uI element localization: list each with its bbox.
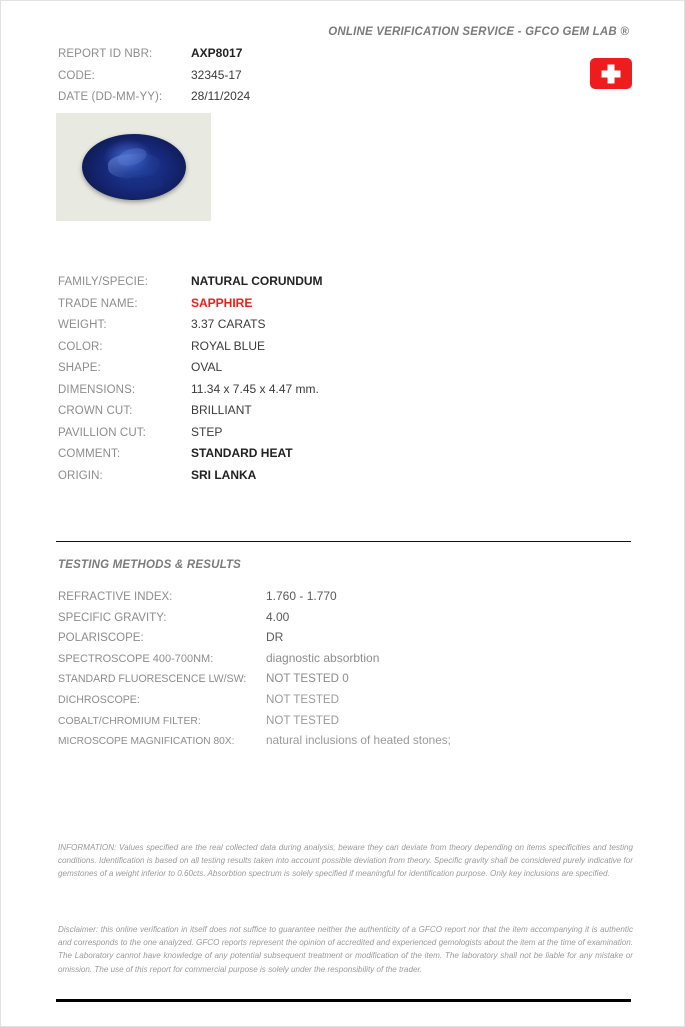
- table-row: [58, 65, 388, 87]
- swiss-flag-icon: [590, 58, 632, 89]
- page-title: ONLINE VERIFICATION SERVICE - GFCO GEM LAB ®: [328, 26, 629, 38]
- table-row: [58, 336, 418, 358]
- table-row: [58, 86, 388, 108]
- table-row: [58, 400, 418, 422]
- comment-label: COMMENT:: [58, 448, 121, 460]
- date-value: 28/11/2024: [191, 89, 251, 103]
- date-label: DATE (DD-MM-YY):: [58, 91, 163, 103]
- refractive-index-value: 1.760 - 1.770: [266, 589, 337, 603]
- disclaimer-note: Disclaimer: this online verification in itself does not suffice to guarantee neither the authenticity of a GFCO report nor that the item accompanying it is authentic and corresponds to the one analyzed. GFCO reports represent the opinion of accredited and experienced gemologists about the item at the time of examination. The Laboratory cannot have knowledge of any potential subsequent treatment or modification of the item. The laboratory shall not be liable for any mistake or omission. The use of this report for commercial purpose is solely under the responsibility of the trader.: [58, 925, 633, 974]
- table-row: [58, 690, 558, 711]
- fluorescence-label: STANDARD FLUORESCENCE LW/SW:: [58, 673, 247, 686]
- table-row: [58, 587, 558, 608]
- footer-divider: [56, 999, 631, 1002]
- family-specie-value: NATURAL CORUNDUM: [191, 274, 323, 288]
- identification-block: [58, 43, 388, 108]
- color-label: COLOR:: [58, 340, 103, 353]
- comment-value: STANDARD HEAT: [191, 446, 293, 460]
- gemstone-oval: [82, 134, 186, 200]
- weight-label: WEIGHT:: [58, 319, 107, 331]
- shape-label: SHAPE:: [58, 362, 101, 374]
- pavillion-cut-value: STEP: [191, 424, 223, 439]
- section-divider: [56, 541, 631, 542]
- origin-value: SRI LANKA: [191, 467, 257, 482]
- microscope-magnification-value: natural inclusions of heated stones;: [266, 733, 451, 748]
- table-row: [58, 293, 418, 315]
- specific-gravity-value: 4.00: [266, 609, 290, 624]
- polariscope-value: DR: [266, 630, 284, 645]
- gemstone-photo: [56, 113, 211, 221]
- dichroscope-label: DICHROSCOPE:: [58, 693, 140, 706]
- report-id-value: AXP8017: [191, 46, 243, 60]
- trade-name-label: TRADE NAME:: [58, 297, 138, 310]
- information-note: INFORMATION: Values specified are the real collected data during analysis, beware they can deviate from theory depending on items specificities and testing conditions. Identification is based on all testing results taken into account possible deviation from theory. Specific gravity shall be considered purely indicative for gemstones of a weight inferior to 0.60cts. Absorbtion spectrum is solely specified if meaningful for identification purpose. Only key inclusions are specified.: [58, 843, 633, 879]
- cobalt-chromium-filter-label: COBALT/CHROMIUM FILTER:: [58, 715, 201, 727]
- testing-results-table: [58, 587, 558, 752]
- report-id-label: REPORT ID NBR:: [58, 48, 153, 60]
- refractive-index-label: REFRACTIVE INDEX:: [58, 591, 173, 603]
- table-row: [58, 649, 558, 670]
- crown-cut-label: CROWN CUT:: [58, 405, 133, 417]
- origin-label: ORIGIN:: [58, 469, 103, 482]
- spectroscope-value: diagnostic absorbtion: [266, 650, 380, 665]
- table-row: [58, 43, 388, 65]
- table-row: [58, 271, 418, 293]
- dimensions-label: DIMENSIONS:: [58, 383, 136, 396]
- table-row: [58, 422, 418, 444]
- code-label: CODE:: [58, 69, 95, 82]
- specific-gravity-label: SPECIFIC GRAVITY:: [58, 611, 167, 624]
- table-row: [58, 443, 418, 465]
- pavillion-cut-label: PAVILLION CUT:: [58, 426, 146, 439]
- properties-table: [58, 271, 418, 486]
- weight-value: 3.37 CARATS: [191, 317, 266, 331]
- microscope-magnification-label: MICROSCOPE MAGNIFICATION 80X:: [58, 736, 235, 748]
- crown-cut-value: BRILLIANT: [191, 403, 252, 417]
- dichroscope-value: NOT TESTED: [266, 692, 340, 706]
- code-value: 32345-17: [191, 67, 242, 82]
- table-row: [58, 669, 558, 690]
- testing-section-heading: TESTING METHODS & RESULTS: [58, 559, 242, 571]
- table-row: [58, 628, 558, 649]
- family-specie-label: FAMILY/SPECIE:: [58, 276, 149, 288]
- shape-value: OVAL: [191, 360, 223, 374]
- table-row: [58, 711, 558, 732]
- table-row: [58, 357, 418, 379]
- spectroscope-label: SPECTROSCOPE 400-700NM:: [58, 652, 214, 665]
- cobalt-chromium-filter-value: NOT TESTED: [266, 713, 340, 727]
- color-value: ROYAL BLUE: [191, 338, 266, 353]
- table-row: [58, 731, 558, 752]
- table-row: [58, 465, 418, 487]
- table-row: [58, 379, 418, 401]
- table-row: [58, 314, 418, 336]
- table-row: [58, 608, 558, 629]
- flag-cross-horizontal: [602, 70, 621, 77]
- trade-name-value: SAPPHIRE: [191, 295, 253, 310]
- fluorescence-value: NOT TESTED 0: [266, 672, 349, 686]
- dimensions-value: 11.34 x 7.45 x 4.47 mm.: [191, 381, 319, 396]
- polariscope-label: POLARISCOPE:: [58, 632, 144, 645]
